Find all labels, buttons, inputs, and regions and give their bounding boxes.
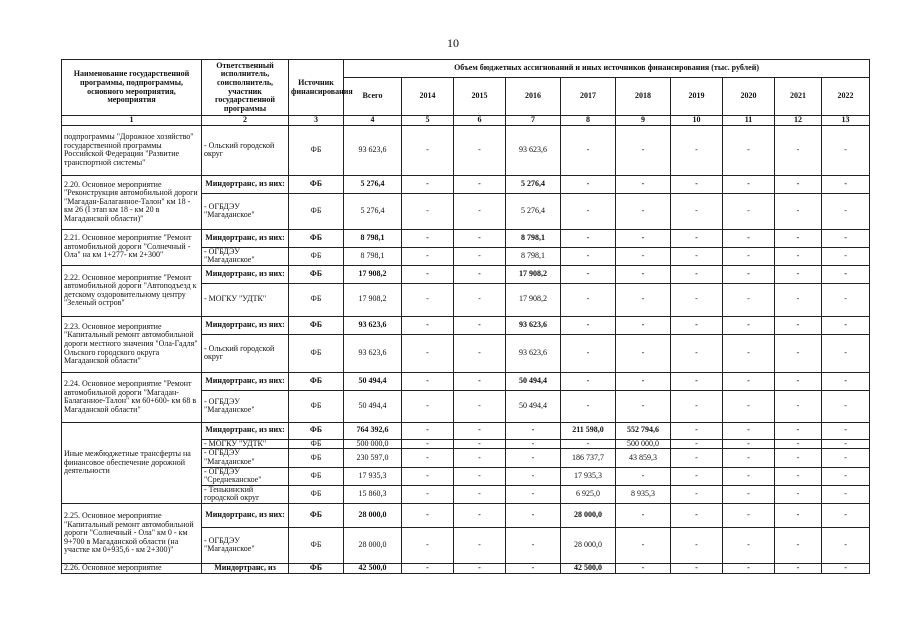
column-index: 3 xyxy=(289,116,344,126)
activity-name: Иные межбюджетные трансферты на финансовое обеспечение дорожной деятельности xyxy=(62,422,202,503)
value-cell: - xyxy=(454,467,506,485)
value-cell: - xyxy=(822,422,870,439)
table-row xyxy=(62,125,870,175)
value-cell: - xyxy=(723,467,775,485)
activity-name: 2.22. Основное мероприятие "Ремонт автомобильной дороги "Автоподъезд к детскому оздоровительному центру "Зеленый остров" xyxy=(62,265,202,316)
value-cell: 43 859,3 xyxy=(616,449,671,467)
value-cell: - xyxy=(402,283,454,316)
value-cell: - xyxy=(454,485,506,503)
value-cell: - xyxy=(723,563,775,573)
value-cell: - xyxy=(671,175,723,193)
value-cell: - xyxy=(723,175,775,193)
value-cell: - xyxy=(454,439,506,449)
value-cell: - xyxy=(402,247,454,265)
column-index: 6 xyxy=(454,116,506,126)
column-index: 13 xyxy=(822,116,870,126)
table-row xyxy=(62,175,870,193)
source-cell: ФБ xyxy=(289,527,344,563)
value-cell: - xyxy=(506,503,561,527)
value-cell: - xyxy=(723,316,775,334)
value-cell: - xyxy=(723,125,775,175)
value-cell: - xyxy=(402,372,454,390)
value-cell: - xyxy=(822,485,870,503)
value-cell: 50 494,4 xyxy=(506,390,561,422)
executor-cell: - ОГБДЭУ "Магаданское" xyxy=(202,193,289,229)
table-row xyxy=(62,563,870,573)
value-cell: - xyxy=(775,283,822,316)
value-cell: - xyxy=(506,527,561,563)
value-cell: - xyxy=(775,527,822,563)
executor-cell: Миндортранс, из них: xyxy=(202,265,289,283)
value-cell: - xyxy=(454,283,506,316)
value-cell: - xyxy=(402,390,454,422)
activity-name: 2.23. Основное мероприятие "Капитальный ремонт автомобильной дороги местного значения "Ола-Гадля" Ольского городского округа Магаданской области" xyxy=(62,316,202,372)
value-cell: 50 494,4 xyxy=(344,390,402,422)
value-cell: - xyxy=(671,247,723,265)
value-cell: - xyxy=(402,563,454,573)
value-cell: - xyxy=(775,449,822,467)
table-row xyxy=(62,229,870,247)
value-cell: - xyxy=(454,422,506,439)
value-cell: 5 276,4 xyxy=(344,175,402,193)
value-cell: - xyxy=(671,390,723,422)
page-number: 10 xyxy=(447,36,459,50)
value-cell: - xyxy=(402,503,454,527)
value-cell: - xyxy=(402,229,454,247)
value-cell: - xyxy=(454,193,506,229)
header-volume: Объем бюджетных ассигнований и иных источников финансирования (тыс. рублей) xyxy=(344,60,870,78)
value-cell: - xyxy=(671,449,723,467)
column-index: 1 xyxy=(62,116,202,126)
value-cell: - xyxy=(616,527,671,563)
value-cell: - xyxy=(454,229,506,247)
value-cell: 28 000,0 xyxy=(561,503,616,527)
value-cell: - xyxy=(822,527,870,563)
column-index: 8 xyxy=(561,116,616,126)
value-cell: - xyxy=(402,125,454,175)
value-cell: - xyxy=(723,265,775,283)
value-cell: 17 935,3 xyxy=(344,467,402,485)
source-cell: ФБ xyxy=(289,422,344,439)
value-cell: 28 000,0 xyxy=(344,527,402,563)
value-cell: 50 494,4 xyxy=(506,372,561,390)
value-cell: - xyxy=(506,485,561,503)
value-cell: 15 860,3 xyxy=(344,485,402,503)
source-cell: ФБ xyxy=(289,563,344,573)
value-cell: - xyxy=(775,390,822,422)
value-cell: - xyxy=(822,390,870,422)
value-cell: - xyxy=(671,422,723,439)
header-year: 2016 xyxy=(506,78,561,116)
value-cell: - xyxy=(671,563,723,573)
header-year: 2015 xyxy=(454,78,506,116)
value-cell: - xyxy=(616,247,671,265)
value-cell: - xyxy=(671,125,723,175)
value-cell: - xyxy=(775,485,822,503)
value-cell: 93 623,6 xyxy=(506,334,561,372)
value-cell: - xyxy=(402,265,454,283)
activity-name: 2.25. Основное мероприятие "Капитальный ремонт автомобильной дороги "Солнечный - Ола" км 0 - км 9+700 в Магаданской области (на участке км 0+935,6 - км 2+300)" xyxy=(62,503,202,563)
source-cell: ФБ xyxy=(289,125,344,175)
value-cell: - xyxy=(723,334,775,372)
header-executor: Ответственный исполнитель, соисполнитель, участник государственной программы xyxy=(202,60,289,116)
value-cell: 93 623,6 xyxy=(344,334,402,372)
value-cell: - xyxy=(506,467,561,485)
activity-name: 2.20. Основное мероприятие "Реконструкция автомобильной дороги "Магадан-Балаганное-Талон" км 18 - км 26 (I этап км 18 - км 20 в Магаданской области)" xyxy=(62,175,202,229)
value-cell: - xyxy=(775,422,822,439)
header-year: 2018 xyxy=(616,78,671,116)
column-index: 12 xyxy=(775,116,822,126)
value-cell: 8 935,3 xyxy=(616,485,671,503)
executor-cell: - МОГКУ "УДТК" xyxy=(202,439,289,449)
value-cell: - xyxy=(723,439,775,449)
source-cell: ФБ xyxy=(289,334,344,372)
value-cell: - xyxy=(616,316,671,334)
header-year: 2021 xyxy=(775,78,822,116)
value-cell: - xyxy=(775,372,822,390)
value-cell: - xyxy=(402,439,454,449)
executor-cell: - ОГБДЭУ "Магаданское" xyxy=(202,247,289,265)
value-cell: - xyxy=(402,422,454,439)
value-cell: - xyxy=(402,334,454,372)
value-cell: 500 000,0 xyxy=(616,439,671,449)
value-cell: - xyxy=(822,175,870,193)
source-cell: ФБ xyxy=(289,372,344,390)
value-cell: 186 737,7 xyxy=(561,449,616,467)
value-cell: 764 392,6 xyxy=(344,422,402,439)
header-year: 2020 xyxy=(723,78,775,116)
value-cell: - xyxy=(671,372,723,390)
source-cell: ФБ xyxy=(289,193,344,229)
value-cell: - xyxy=(402,449,454,467)
header-year: 2017 xyxy=(561,78,616,116)
value-cell: - xyxy=(402,175,454,193)
executor-cell: Миндортранс, из них: xyxy=(202,503,289,527)
executor-cell: Миндортранс, из них: xyxy=(202,422,289,439)
column-index: 9 xyxy=(616,116,671,126)
value-cell: - xyxy=(616,334,671,372)
value-cell: - xyxy=(775,193,822,229)
executor-cell: - ОГБДЭУ "Магаданское" xyxy=(202,449,289,467)
value-cell: - xyxy=(775,247,822,265)
value-cell: - xyxy=(671,229,723,247)
value-cell: - xyxy=(775,125,822,175)
executor-cell: Миндортранс, из них: xyxy=(202,175,289,193)
value-cell: 17 908,2 xyxy=(344,283,402,316)
value-cell: - xyxy=(671,265,723,283)
value-cell: 552 794,6 xyxy=(616,422,671,439)
value-cell: 93 623,6 xyxy=(506,316,561,334)
value-cell: 28 000,0 xyxy=(561,527,616,563)
value-cell: - xyxy=(822,449,870,467)
value-cell: - xyxy=(822,563,870,573)
activity-name: 2.24. Основное мероприятие "Ремонт автомобильной дороги "Магадан-Балаганное-Талон" км 60+600- км 68 в Магаданской области" xyxy=(62,372,202,422)
value-cell: - xyxy=(616,265,671,283)
value-cell: - xyxy=(671,439,723,449)
executor-cell: Миндортранс, из них: xyxy=(202,229,289,247)
value-cell: - xyxy=(454,372,506,390)
executor-cell: - Тенькинский городской округ xyxy=(202,485,289,503)
value-cell: - xyxy=(616,503,671,527)
value-cell: - xyxy=(723,283,775,316)
value-cell: - xyxy=(561,193,616,229)
executor-cell: Миндортранс, из них: xyxy=(202,316,289,334)
source-cell: ФБ xyxy=(289,247,344,265)
value-cell: - xyxy=(616,372,671,390)
value-cell: 5 276,4 xyxy=(344,193,402,229)
value-cell: - xyxy=(616,175,671,193)
executor-cell: Миндортранс, из xyxy=(202,563,289,573)
value-cell: - xyxy=(822,372,870,390)
source-cell: ФБ xyxy=(289,439,344,449)
value-cell: - xyxy=(671,503,723,527)
value-cell: 50 494,4 xyxy=(344,372,402,390)
value-cell: - xyxy=(454,390,506,422)
value-cell: - xyxy=(454,527,506,563)
activity-name: 2.21. Основное мероприятие "Ремонт автомобильной дороги "Солнечный - Ола" на км 1+277- км 2+300" xyxy=(62,229,202,265)
header-year: 2022 xyxy=(822,78,870,116)
column-index: 5 xyxy=(402,116,454,126)
value-cell: - xyxy=(822,467,870,485)
value-cell: - xyxy=(775,503,822,527)
value-cell: 230 597,0 xyxy=(344,449,402,467)
value-cell: - xyxy=(402,467,454,485)
source-cell: ФБ xyxy=(289,265,344,283)
value-cell: - xyxy=(454,563,506,573)
value-cell: 500 000,0 xyxy=(344,439,402,449)
value-cell: - xyxy=(454,334,506,372)
value-cell: - xyxy=(561,334,616,372)
value-cell: - xyxy=(671,334,723,372)
value-cell: - xyxy=(454,247,506,265)
value-cell: - xyxy=(723,449,775,467)
value-cell: - xyxy=(402,527,454,563)
value-cell: - xyxy=(561,390,616,422)
value-cell: - xyxy=(402,316,454,334)
value-cell: 8 798,1 xyxy=(506,247,561,265)
value-cell: 5 276,4 xyxy=(506,193,561,229)
table-row xyxy=(62,503,870,527)
value-cell: - xyxy=(775,265,822,283)
value-cell: 17 908,2 xyxy=(344,265,402,283)
activity-name: 2.26. Основное мероприятие xyxy=(62,563,202,573)
value-cell: - xyxy=(822,193,870,229)
value-cell: - xyxy=(723,247,775,265)
value-cell: - xyxy=(723,372,775,390)
value-cell: - xyxy=(454,125,506,175)
value-cell: 93 623,6 xyxy=(506,125,561,175)
header-year: 2014 xyxy=(402,78,454,116)
value-cell: - xyxy=(775,316,822,334)
header-source: Источник финансирования xyxy=(289,60,344,116)
source-cell: ФБ xyxy=(289,283,344,316)
value-cell: - xyxy=(454,175,506,193)
value-cell: - xyxy=(671,527,723,563)
executor-cell: - МОГКУ "УДТК" xyxy=(202,283,289,316)
table-row xyxy=(62,422,870,439)
column-index: 4 xyxy=(344,116,402,126)
value-cell: 5 276,4 xyxy=(506,175,561,193)
value-cell: - xyxy=(671,467,723,485)
value-cell: 93 623,6 xyxy=(344,125,402,175)
value-cell: - xyxy=(775,563,822,573)
value-cell: 8 798,1 xyxy=(344,247,402,265)
value-cell: - xyxy=(671,283,723,316)
value-cell: 8 798,1 xyxy=(506,229,561,247)
value-cell: - xyxy=(402,193,454,229)
executor-cell: Миндортранс, из них: xyxy=(202,372,289,390)
executor-cell: - ОГБДЭУ "Магаданское" xyxy=(202,390,289,422)
value-cell: - xyxy=(822,503,870,527)
value-cell: - xyxy=(561,283,616,316)
source-cell: ФБ xyxy=(289,503,344,527)
value-cell: - xyxy=(775,229,822,247)
source-cell: ФБ xyxy=(289,467,344,485)
value-cell: - xyxy=(822,334,870,372)
value-cell: - xyxy=(822,265,870,283)
value-cell: - xyxy=(822,229,870,247)
source-cell: ФБ xyxy=(289,316,344,334)
source-cell: ФБ xyxy=(289,175,344,193)
value-cell: - xyxy=(671,316,723,334)
value-cell: - xyxy=(506,422,561,439)
value-cell: - xyxy=(561,316,616,334)
value-cell: - xyxy=(723,422,775,439)
table-row xyxy=(62,372,870,390)
value-cell: - xyxy=(616,563,671,573)
value-cell: - xyxy=(402,485,454,503)
value-cell: - xyxy=(561,247,616,265)
value-cell: - xyxy=(561,229,616,247)
value-cell: - xyxy=(723,485,775,503)
value-cell: - xyxy=(723,193,775,229)
value-cell: - xyxy=(822,316,870,334)
value-cell: - xyxy=(616,229,671,247)
executor-cell: - ОГБДЭУ "Магаданское" xyxy=(202,527,289,563)
activity-name: подпрограммы "Дорожное хозяйство" государственной программы Российской Федерации "Развитие транспортной системы" xyxy=(62,125,202,175)
value-cell: - xyxy=(561,439,616,449)
value-cell: - xyxy=(506,563,561,573)
value-cell: - xyxy=(454,503,506,527)
value-cell: - xyxy=(671,193,723,229)
value-cell: - xyxy=(561,372,616,390)
value-cell: - xyxy=(616,193,671,229)
header-name: Наименование государственной программы, подпрограммы, основного мероприятия, мероприятия xyxy=(62,60,202,116)
value-cell: 42 500,0 xyxy=(344,563,402,573)
executor-cell: - Ольский городской округ xyxy=(202,125,289,175)
value-cell: - xyxy=(723,503,775,527)
value-cell: - xyxy=(454,316,506,334)
column-index: 11 xyxy=(723,116,775,126)
value-cell: 17 908,2 xyxy=(506,283,561,316)
value-cell: - xyxy=(723,390,775,422)
value-cell: - xyxy=(616,467,671,485)
value-cell: - xyxy=(506,439,561,449)
value-cell: 93 623,6 xyxy=(344,316,402,334)
value-cell: - xyxy=(616,283,671,316)
executor-cell: - ОГБДЭУ "Среднеканское" xyxy=(202,467,289,485)
value-cell: - xyxy=(822,439,870,449)
value-cell: - xyxy=(775,175,822,193)
value-cell: - xyxy=(454,449,506,467)
value-cell: 6 925,0 xyxy=(561,485,616,503)
value-cell: - xyxy=(822,125,870,175)
value-cell: 211 598,0 xyxy=(561,422,616,439)
value-cell: - xyxy=(561,175,616,193)
value-cell: - xyxy=(775,439,822,449)
value-cell: - xyxy=(561,265,616,283)
source-cell: ФБ xyxy=(289,229,344,247)
value-cell: - xyxy=(616,125,671,175)
column-index: 2 xyxy=(202,116,289,126)
value-cell: - xyxy=(822,247,870,265)
value-cell: - xyxy=(616,390,671,422)
source-cell: ФБ xyxy=(289,485,344,503)
value-cell: - xyxy=(671,485,723,503)
executor-cell: - Ольский городской округ xyxy=(202,334,289,372)
value-cell: 42 500,0 xyxy=(561,563,616,573)
value-cell: - xyxy=(723,527,775,563)
value-cell: - xyxy=(506,449,561,467)
value-cell: - xyxy=(561,125,616,175)
header-year: 2019 xyxy=(671,78,723,116)
table-row xyxy=(62,316,870,334)
value-cell: - xyxy=(775,334,822,372)
source-cell: ФБ xyxy=(289,449,344,467)
table-row xyxy=(62,265,870,283)
header-year: Всего xyxy=(344,78,402,116)
value-cell: 8 798,1 xyxy=(344,229,402,247)
value-cell: 28 000,0 xyxy=(344,503,402,527)
value-cell: - xyxy=(822,283,870,316)
value-cell: 17 935,3 xyxy=(561,467,616,485)
value-cell: - xyxy=(723,229,775,247)
column-index: 10 xyxy=(671,116,723,126)
value-cell: - xyxy=(454,265,506,283)
value-cell: 17 908,2 xyxy=(506,265,561,283)
source-cell: ФБ xyxy=(289,390,344,422)
value-cell: - xyxy=(775,467,822,485)
column-index: 7 xyxy=(506,116,561,126)
budget-table xyxy=(61,59,870,574)
